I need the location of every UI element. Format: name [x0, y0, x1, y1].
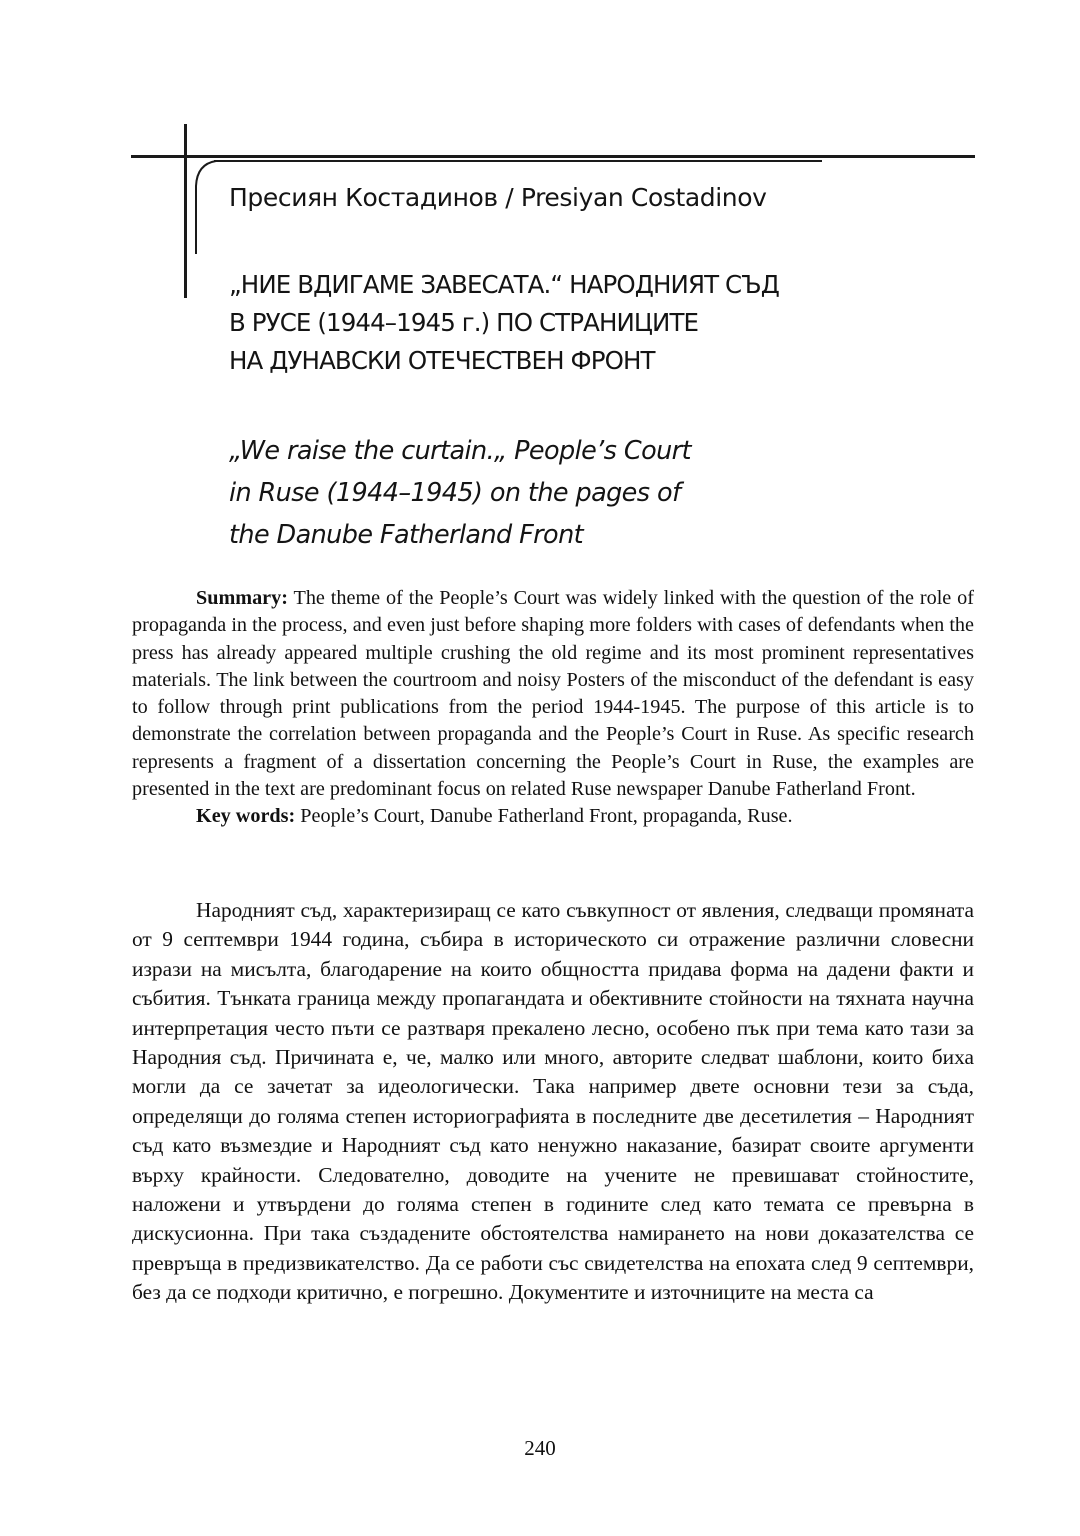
body-text: [132, 896, 974, 1308]
summary-paragraph: [132, 585, 974, 803]
body-paragraph: Народният съд, характеризиращ се като съвкупност от явления, следващи промяната от 9 септември 1944 година, събира в историческото си отражение различни словесни изрази на мисълта, благодарение на които общността придава форма на дадени факти и събития. Тънката граница между пропагандата и обективните стойности на тяхната научна интерпретация често пъти се разтваря прекалено лесно, особено пък при тема като тази за Народния съд. Причината е, че, малко или много, авторите следват шаблони, които биха могли да се зачетат за идеологически. Така например двете основни тези за съда, определящи до голяма степен историографията в последните две десетилетия – Народният съд като възмездие и Народният съд като ненужно наказание, базират своите аргументи върху крайности. Следователно, доводите на учените не превишават стойностите, наложени и утвърдени до голяма степен в годините след като темата се превърна в дискусионна. При така създадените обстоятелства намирането на нови доказателства се превръща в предизвикателство. Да се работи със свидетелства на епохата след 9 септември, без да се подходи критично, е погрешно. Документите и източниците на места са: [132, 898, 974, 1305]
keywords-paragraph: [132, 803, 974, 830]
title-english-line: „We raise the curtain.„ People’s Court: [229, 436, 691, 466]
keywords-text: People’s Court, Danube Fatherland Front, propaganda, Ruse.: [295, 805, 793, 828]
abstract: [132, 585, 974, 831]
keywords-label: Key words:: [196, 805, 296, 828]
title-bulgarian: [229, 266, 779, 380]
title-bulgarian-line: В РУСЕ (1944–1945 г.) ПО СТРАНИЦИТЕ: [229, 308, 699, 337]
page-number: 240: [524, 1436, 556, 1460]
summary-label: Summary:: [196, 587, 288, 609]
decorative-horizontal-rule: [131, 155, 975, 158]
decorative-vertical-rule: [184, 124, 187, 298]
summary-text: The theme of the People’s Court was widely linked with the question of the role of propaganda in the process, and even just before shaping more folders with cases of defendants when the press has already appeared multiple crushing the old regime and its most prominent representatives materials. The link between the courtroom and noisy Posters of the misconduct of the defendant is easy to follow through print publications from the period 1944-1945. The purpose of this article is to demonstrate the correlation between propaganda and the People’s Court in Ruse. As specific research represents a fragment of a dissertation concerning the People’s Court in Ruse, the examples are presented in the text are predominant focus on related Ruse newspaper Danube Fatherland Front.: [132, 587, 974, 801]
title-english-line: in Ruse (1944–1945) on the pages of: [229, 478, 681, 508]
title-bulgarian-line: „НИЕ ВДИГАМЕ ЗАВЕСАТА.“ НАРОДНИЯТ СЪД: [229, 270, 779, 299]
title-english-line: the Danube Fatherland Front: [229, 520, 584, 550]
title-english: [229, 430, 691, 556]
decorative-inner-rule: [214, 160, 822, 162]
decorative-corner-curve: [190, 158, 220, 258]
title-bulgarian-line: НА ДУНАВСКИ ОТЕЧЕСТВЕН ФРОНТ: [229, 346, 655, 375]
author-name: Пресиян Костадинов / Presiyan Costadinov: [229, 183, 767, 212]
